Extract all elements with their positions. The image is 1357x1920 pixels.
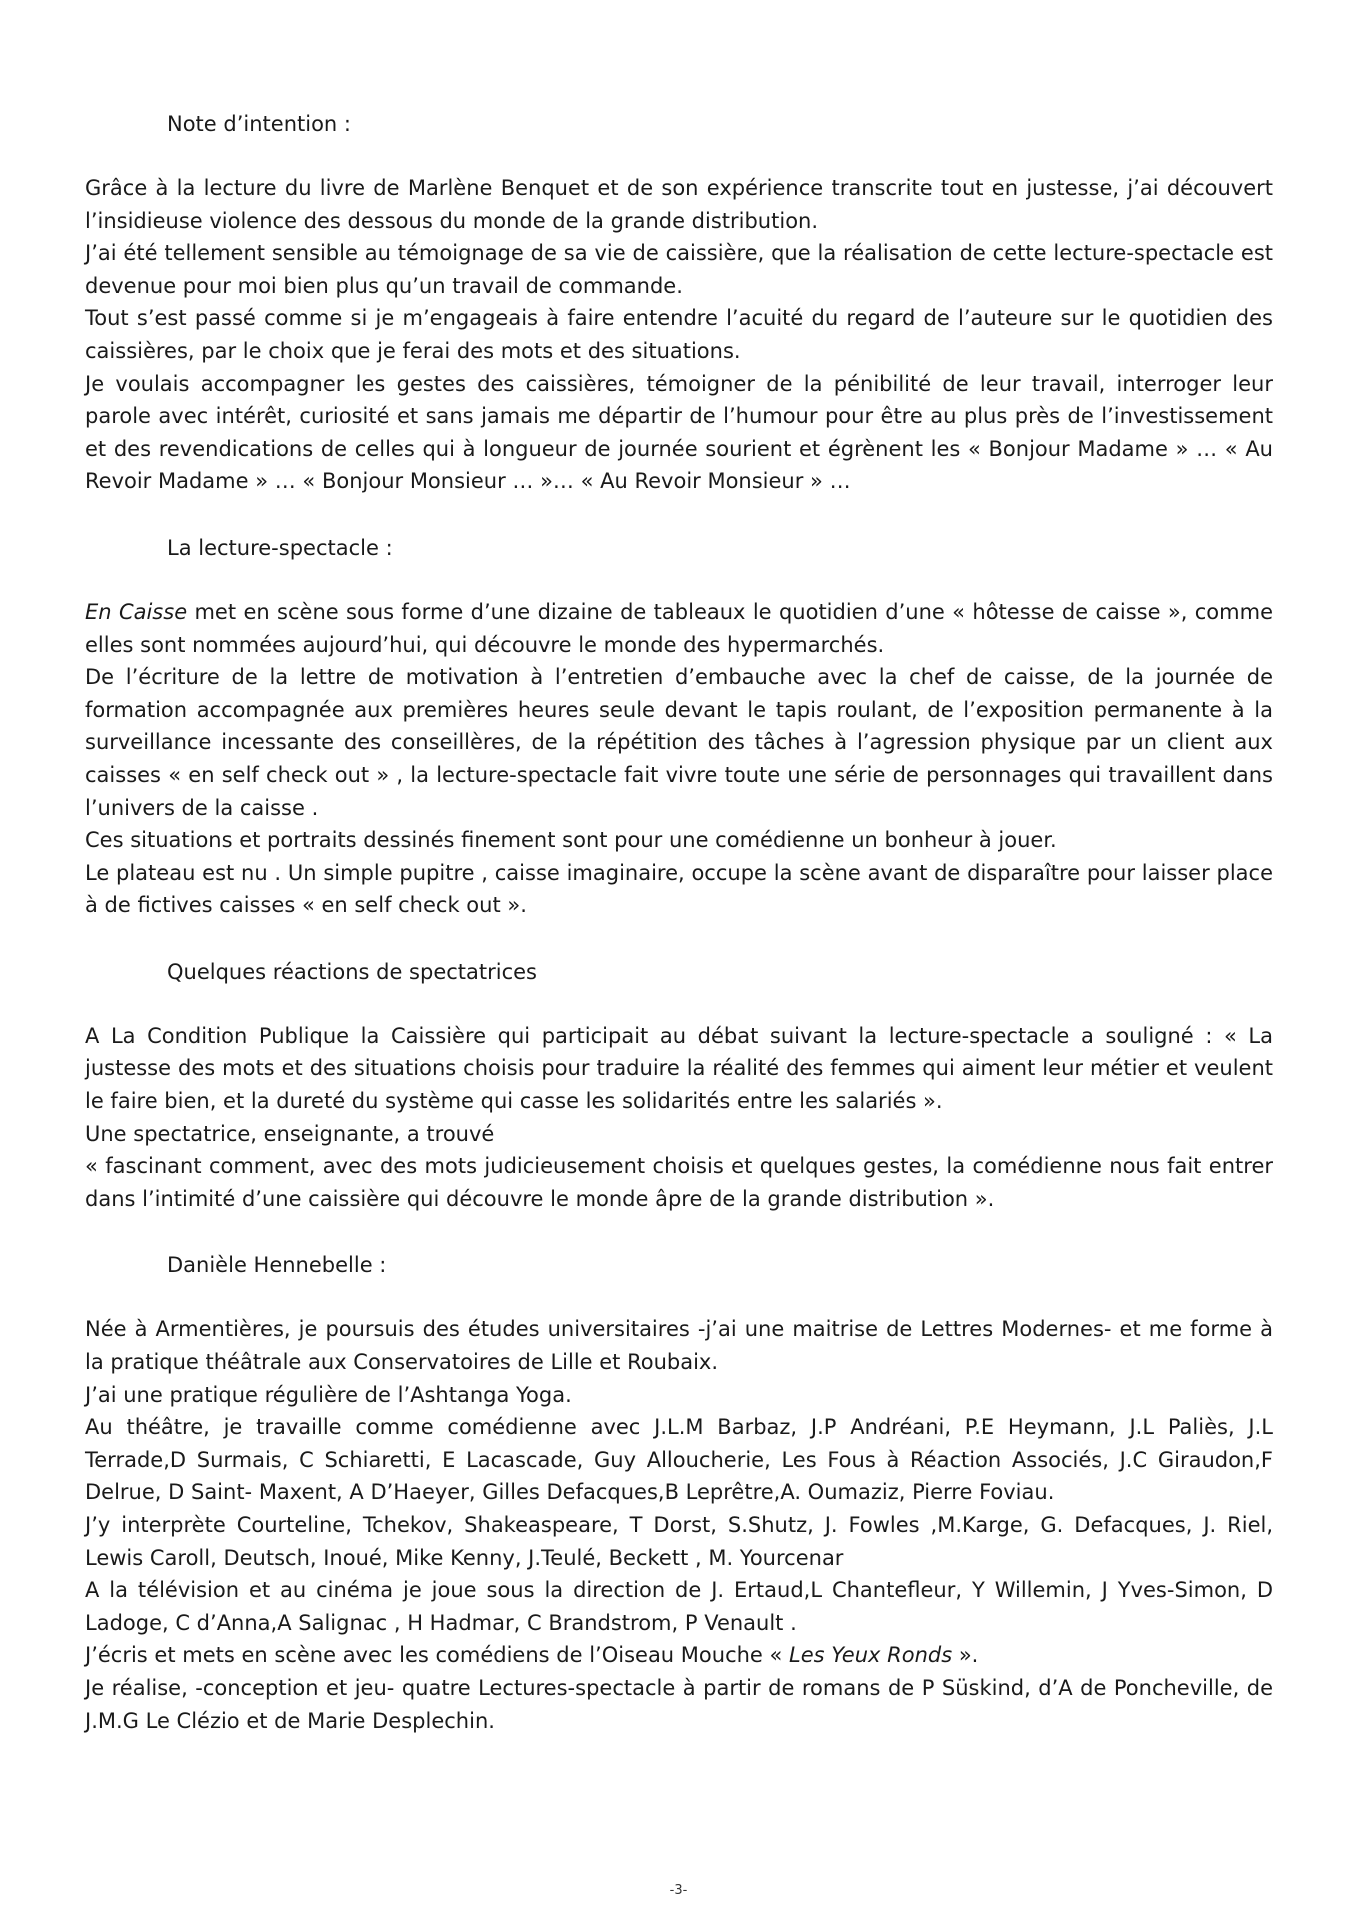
paragraph: A la télévision et au cinéma je joue sous la direction de J. Ertaud,L Chantefleur, Y Willemin, J Yves-Simon, D Ladoge, C d’Anna,A Salignac , H Hadmar, C Brandstrom, P Venault . <box>85 1578 1273 1635</box>
paragraph: J’y interprète Courteline, Tchekov, Shakeaspeare, T Dorst, S.Shutz, J. Fowles ,M.Karge, G. Defacques, J. Riel, Lewis Caroll, Deutsch, Inoué, Mike Kenny, J.Teulé, Beckett , M. Yourcenar <box>85 1513 1273 1570</box>
paragraph: Née à Armentières, je poursuis des études universitaires -j’ai une maitrise de Lettres Modernes- et me forme à la pratique théâtrale aux Conservatoires de Lille et Roubaix. <box>85 1317 1273 1375</box>
section-note-intention <box>85 108 1273 498</box>
page-number: -3- <box>669 1883 688 1898</box>
paragraph: J’ai une pratique régulière de l’Ashtanga Yoga. <box>85 1382 572 1407</box>
paragraph: Ces situations et portraits dessinés finement sont pour une comédienne un bonheur à jouer. <box>85 828 1057 853</box>
paragraph-text: J’écris et mets en scène avec les comédiens de l’Oiseau Mouche « <box>85 1643 790 1668</box>
section-heading: La lecture-spectacle : <box>167 535 393 560</box>
paragraph: Tout s’est passé comme si je m’engageais à faire entendre l’acuité du regard de l’auteure sur le quotidien des caissières, par le choix que je ferai des mots et des situations. <box>85 306 1273 363</box>
paragraph <box>85 1639 1273 1672</box>
paragraph: Une spectatrice, enseignante, a trouvé <box>85 1121 495 1146</box>
paragraph: J’ai été tellement sensible au témoignage de sa vie de caissière, que la réalisation de cette lecture-spectacle est devenue pour moi bien plus qu’un travail de commande. <box>85 241 1273 298</box>
paragraph: A La Condition Publique la Caissière qui participait au débat suivant la lecture-spectacle a souligné : « La justesse des mots et des situations choisis pour traduire la réalité des femmes qui aiment leur métier et veulent le faire bien, et la dureté du système qui casse les solidarités entre les salariés ». <box>85 1023 1273 1114</box>
section-heading: Note d’intention : <box>167 112 351 136</box>
paragraph: Le plateau est nu . Un simple pupitre , caisse imaginaire, occupe la scène avant de disparaître pour laisser place à de fictives caisses « en self check out ». <box>85 860 1273 918</box>
paragraph: Grâce à la lecture du livre de Marlène Benquet et de son expérience transcrite tout en justesse, j’ai découvert l’insidieuse violence des dessous du monde de la grande distribution. <box>85 176 1273 233</box>
paragraph-text: met en scène sous forme d’une dizaine de tableaux le quotidien d’une « hôtesse de caisse », comme elles sont nommées aujourd’hui, qui découvre le monde des hypermarchés. <box>85 599 1273 657</box>
paragraph: Au théâtre, je travaille comme comédienne avec J.L.M Barbaz, J.P Andréani, P.E Heymann, J.L Paliès, J.L Terrade,D Surmais, C Schiaretti, E Lacascade, Guy Alloucherie, Les Fous à Réaction Associés, J.C Giraudon,F Delrue, D Saint- Maxent, A D’Haeyer, Gilles Defacques,B Leprêtre,A. Oumaziz, Pierre Foviau. <box>85 1415 1273 1505</box>
document-page <box>85 108 1273 1737</box>
paragraph: Je voulais accompagner les gestes des caissières, témoigner de la pénibilité de leur travail, interroger leur parole avec intérêt, curiosité et sans jamais me départir de l’humour pour être au plus près de l’investissement et des revendications de celles qui à longueur de journée sourient et égrènent les « Bonjour Madame » … « Au Revoir Madame » … « Bonjour Monsieur … »… « Au Revoir Monsieur » … <box>85 371 1273 494</box>
paragraph: « fascinant comment, avec des mots judicieusement choisis et quelques gestes, la comédienne nous fait entrer dans l’intimité d’une caissière qui découvre le monde âpre de la grande distribution ». <box>85 1154 1273 1211</box>
section-lecture-spectacle <box>85 532 1273 922</box>
paragraph <box>85 596 1273 661</box>
show-title: Les Yeux Ronds <box>789 1643 953 1668</box>
section-heading: Quelques réactions de spectatrices <box>167 959 537 984</box>
show-title: En Caisse <box>85 599 188 624</box>
paragraph: Je réalise, -conception et jeu- quatre Lectures-spectacle à partir de romans de P Süskind, d’A de Poncheville, de J.M.G Le Clézio et de Marie Desplechin. <box>85 1675 1273 1733</box>
section-biography <box>85 1249 1273 1737</box>
section-reactions <box>85 956 1273 1216</box>
paragraph: De l’écriture de la lettre de motivation à l’entretien d’embauche avec la chef de caisse, de la journée de formation accompagnée aux premières heures seule devant le tapis roulant, de l’exposition permanente à la surveillance incessante des conseillères, de la répétition des tâches à l’agression physique par un client aux caisses « en self check out » , la lecture-spectacle fait vivre toute une série de personnages qui travaillent dans l’univers de la caisse . <box>85 665 1273 820</box>
paragraph-text: ». <box>952 1643 979 1668</box>
section-heading: Danièle Hennebelle : <box>167 1253 387 1278</box>
